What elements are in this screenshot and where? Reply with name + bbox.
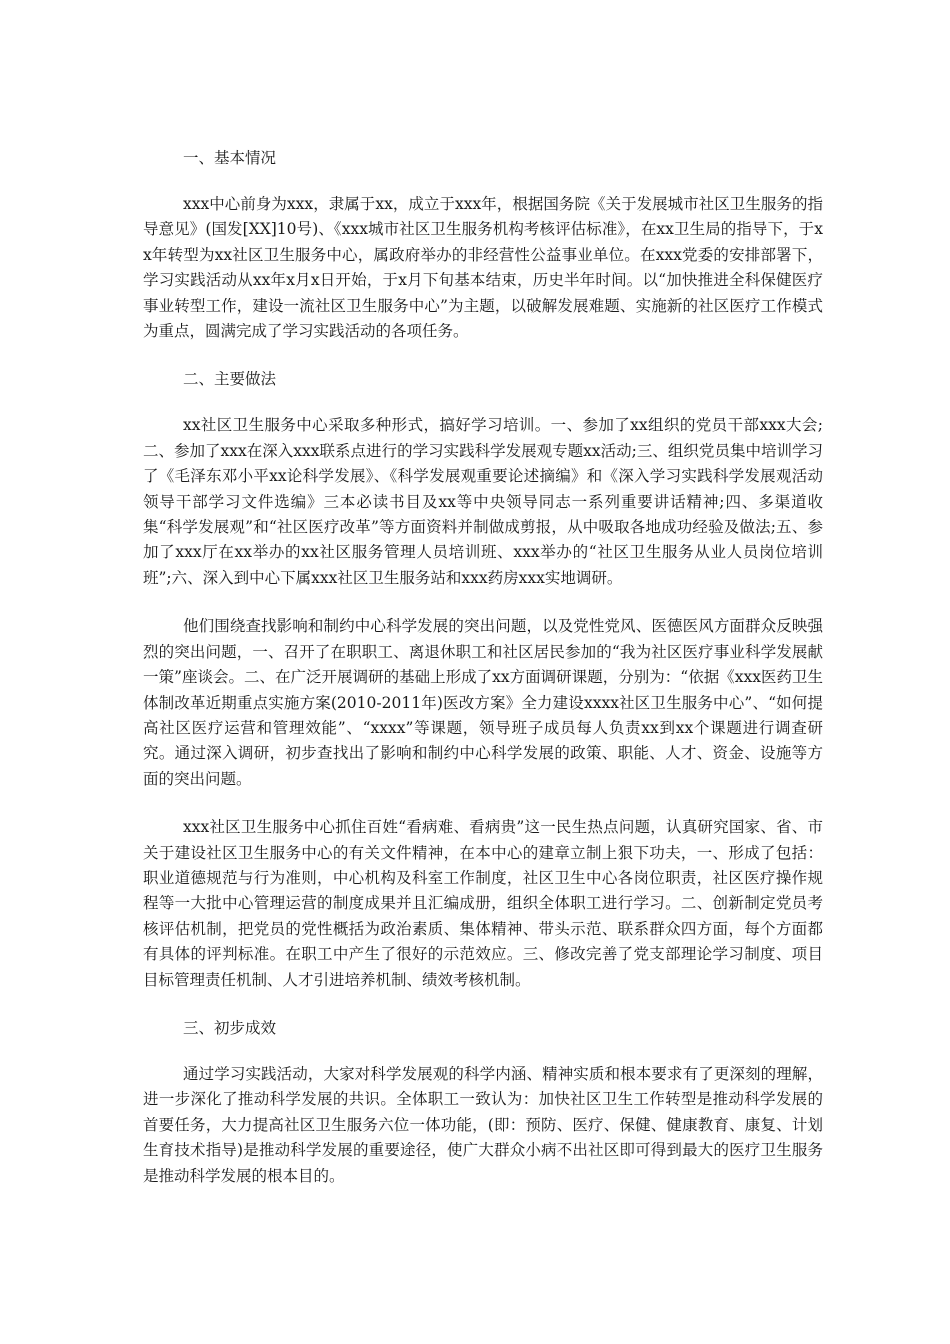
paragraph-problem-finding: 他们围绕查找影响和制约中心科学发展的突出问题，以及党性党风、医德医风方面群众反映强烈的突出问题，一、召开了在职职工、离退休职工和社区居民参加的“我为社区医疗事业科学发展献一策”座谈会。二、在广泛开展调研的基础上形成了xx方面调研课题，分别为：“依据《xxx医药卫生体制改革近期重点实施方案(2010-2011年)医改方案》全力建设xxxx社区卫生服务中心”、“如何提高社区医疗运营和管理效能”、“xxxx”等课题，领导班子成员每人负责xx到xx个课题进行调查研究。通过深入调研，初步查找出了影响和制约中心科学发展的政策、职能、人才、资金、设施等方面的突出问题。 <box>143 617 823 788</box>
paragraph-basic-situation: xxx中心前身为xxx，隶属于xx，成立于xxx年，根据国务院《关于发展城市社区卫生服务的指导意见》(国发[XX]10号)、《xxx城市社区卫生服务机构考核评估标准》，在xx卫生局的指导下，于xx年转型为xx社区卫生服务中心，属政府举办的非经营性公益事业单位。在xxx党委的安排部署下，学习实践活动从xx年x月x日开始，于x月下旬基本结束，历史半年时间。以“加快推进全科保健医疗事业转型工作，建设一流社区卫生服务中心”为主题，以破解发展难题、实施新的社区医疗工作模式为重点，圆满完成了学习实践活动的各项任务。 <box>143 195 823 341</box>
document-page <box>143 146 823 1189</box>
paragraph-initial-results: 通过学习实践活动，大家对科学发展观的科学内涵、精神实质和根本要求有了更深刻的理解，进一步深化了推动科学发展的共识。全体职工一致认为：加快社区卫生工作转型是推动科学发展的首要任务，大力提高社区卫生服务六位一体功能，(即：预防、医疗、保健、健康教育、康复、计划生育技术指导)是推动科学发展的重要途径，使广大群众小病不出社区即可得到最大的医疗卫生服务是推动科学发展的根本目的。 <box>143 1064 823 1185</box>
section-heading-initial-results: 三、初步成效 <box>183 1018 277 1037</box>
section-heading-basic-situation: 一、基本情况 <box>183 149 277 167</box>
section-heading-main-practices: 二、主要做法 <box>183 370 277 389</box>
paragraph-system-building: xxx社区卫生服务中心抓住百姓“看病难、看病贵”这一民生热点问题，认真研究国家、省、市关于建设社区卫生服务中心的有关文件精神，在本中心的建章立制上狠下功夫，一、形成了包括：职业道德规范与行为准则，中心机构及科室工作制度，社区卫生中心各岗位职责，社区医疗操作规程等一大批中心管理运营的制度成果并且汇编成册，组织全体职工进行学习。二、创新制定党员考核评估机制，把党员的党性概括为政治素质、集体精神、带头示范、联系群众四方面，每个方面都有具体的评判标准。在职工中产生了很好的示范效应。三、修改完善了党支部理论学习制度、项目目标管理责任机制、人才引进培养机制、绩效考核机制。 <box>143 818 823 989</box>
paragraph-study-training: xx社区卫生服务中心采取多种形式，搞好学习培训。一、参加了xx组织的党员干部xxx大会;二、参加了xxx在深入xxx联系点进行的学习实践科学发展观专题xx活动;三、组织党员集中培训学习了《毛泽东邓小平xx论科学发展》、《科学发展观重要论述摘编》和《深入学习实践科学发展观活动领导干部学习文件选编》三本必读书目及xx等中央领导同志一系列重要讲话精神;四、多渠道收集“科学发展观”和“社区医疗改革”等方面资料并制做成剪报，从中吸取各地成功经验及做法;五、参加了xxx厅在xx举办的xx社区服务管理人员培训班、xxx举办的“社区卫生服务从业人员岗位培训班”;六、深入到中心下属xxx社区卫生服务站和xxx药房xxx实地调研。 <box>143 416 823 587</box>
